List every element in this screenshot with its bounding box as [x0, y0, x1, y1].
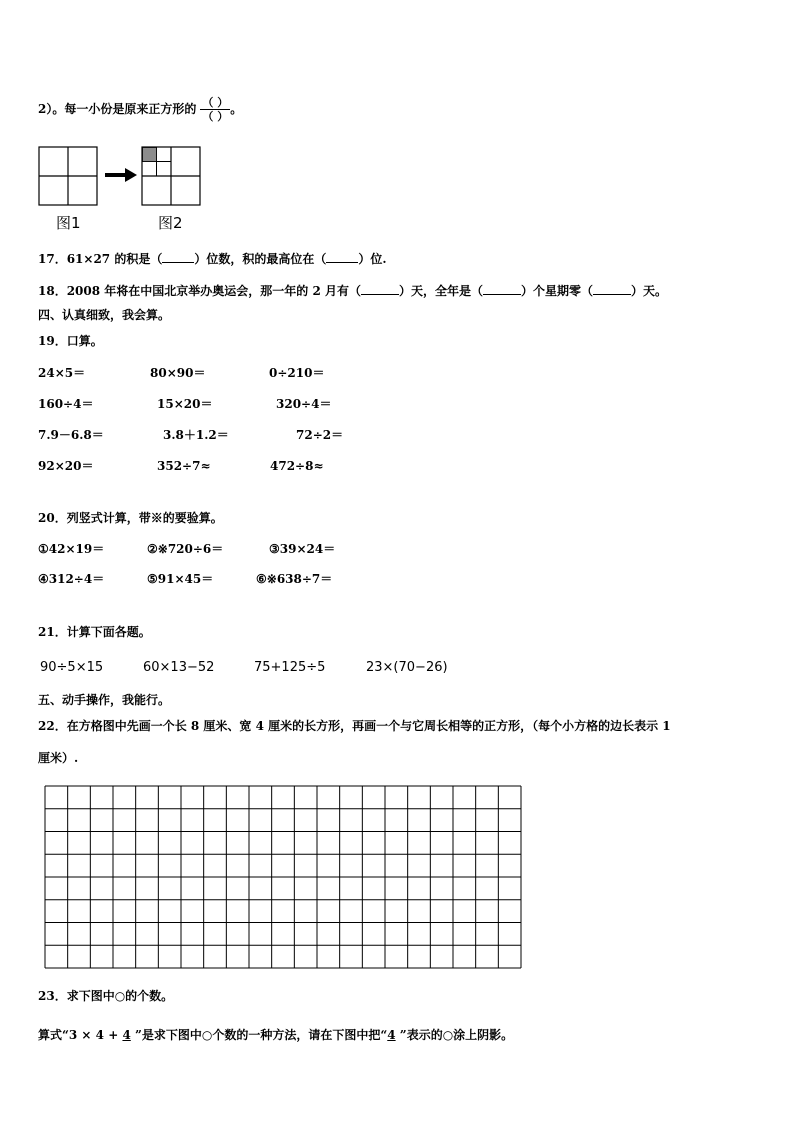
q19-item: 160÷4＝	[38, 397, 94, 411]
q19-item: 352÷7≈	[157, 459, 211, 473]
square-grid[interactable]	[44, 785, 522, 969]
q16-part2-line	[38, 96, 242, 123]
section-5-heading: 五、动手操作，我能行。	[38, 693, 171, 707]
question-23-title: 23．求下图中○的个数。	[38, 989, 174, 1003]
question-23-text	[38, 1027, 513, 1043]
answer-blank[interactable]	[326, 252, 358, 263]
q23-text-c: ”表示的○涂上阴影。	[395, 1028, 514, 1042]
q19-item: 24×5＝	[38, 366, 86, 380]
answer-blank[interactable]	[162, 252, 194, 263]
question-20-title: 20．列竖式计算，带※的要验算。	[38, 511, 223, 525]
section-4-heading: 四、认真细致，我会算。	[38, 308, 171, 322]
q20-item: ③39×24＝	[269, 542, 336, 556]
q21-expression: 75+125÷5	[254, 660, 326, 675]
q20-item: ④312÷4＝	[38, 572, 105, 586]
question-19-title: 19．口算。	[38, 334, 103, 348]
q20-item: ②※720÷6＝	[147, 542, 224, 556]
figure-1-square	[38, 146, 98, 206]
q23-text-b: ”是求下图中○个数的一种方法，请在下图中把“	[130, 1028, 388, 1042]
q19-item: 0÷210＝	[269, 366, 325, 380]
fraction-numerator: （ ）	[202, 96, 229, 109]
answer-blank[interactable]	[483, 284, 521, 295]
question-18	[38, 283, 667, 299]
answer-blank[interactable]	[593, 284, 631, 295]
q18-text-a: 18．2008 年将在中国北京举办奥运会，那一年的 2 月有（	[38, 284, 361, 298]
q18-text-b: ）天，全年是（	[398, 284, 483, 298]
figure-2-label: 图2	[158, 214, 183, 232]
q16-part2-end: 。	[230, 102, 243, 116]
q20-item: ⑤91×45＝	[147, 572, 214, 586]
q23-four-underlined: 4	[122, 1028, 131, 1042]
q17-text-c: ）位.	[358, 252, 387, 266]
figure-2-square	[141, 146, 201, 206]
q23-text-a: 算式“3 × 4 +	[38, 1028, 123, 1042]
q19-item: 7.9－6.8＝	[38, 428, 104, 442]
question-21-title: 21．计算下面各题。	[38, 625, 151, 639]
q19-item: 72÷2＝	[296, 428, 344, 442]
q16-part2-text: 2）。每一小份是原来正方形的	[38, 102, 197, 116]
q19-item: 472÷8≈	[270, 459, 324, 473]
q20-item: ①42×19＝	[38, 542, 105, 556]
answer-blank[interactable]	[361, 284, 399, 295]
q19-item: 80×90＝	[150, 366, 206, 380]
q23-four-underlined: 4	[387, 1028, 396, 1042]
q18-text-d: ）天。	[631, 284, 668, 298]
q21-expression: 60×13−52	[143, 660, 215, 675]
figure-1-label: 图1	[56, 214, 81, 232]
q18-text-c: ）个星期零（	[521, 284, 594, 298]
arrow-icon	[105, 168, 137, 182]
q20-item: ⑥※638÷7＝	[256, 572, 333, 586]
answer-fraction	[200, 96, 230, 123]
q21-expression: 23×(70−26)	[366, 660, 448, 675]
question-22-line2: 厘米）.	[38, 751, 79, 765]
q19-item: 3.8＋1.2＝	[163, 428, 229, 442]
q19-item: 320÷4＝	[276, 397, 332, 411]
q17-text-b: ）位数，积的最高位在（	[194, 252, 327, 266]
q21-expression: 90÷5×15	[40, 660, 104, 675]
q19-item: 92×20＝	[38, 459, 94, 473]
question-17	[38, 251, 387, 267]
q17-text-a: 17．61×27 的积是（	[38, 252, 163, 266]
question-22-line1: 22．在方格图中先画一个长 8 厘米、宽 4 厘米的长方形，再画一个与它周长相等的正方形，（每个小方格的边长表示 1	[38, 719, 671, 733]
fraction-denominator: （ ）	[202, 110, 229, 123]
q19-item: 15×20＝	[157, 397, 213, 411]
